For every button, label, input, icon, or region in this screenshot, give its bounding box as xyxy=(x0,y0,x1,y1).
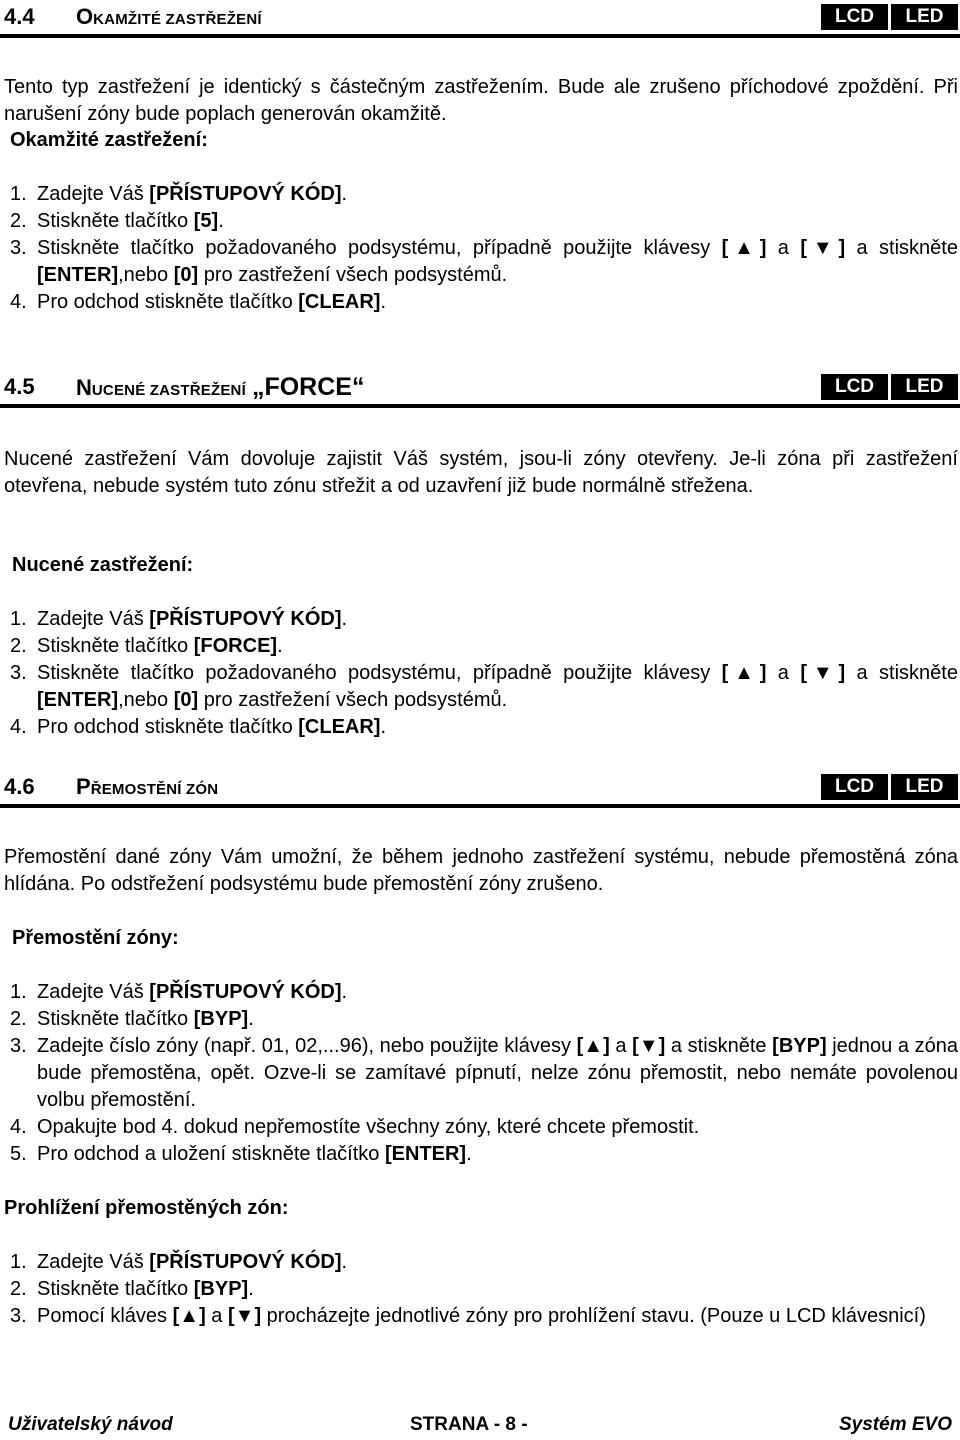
section-header-4-6 xyxy=(0,772,960,812)
step-item: 3. Pomocí kláves [▲] a [▼] procházejte jednotlivé zóny pro prohlížení stavu. (Pouze u LCD klávesnicí) xyxy=(10,1305,926,1327)
procedure-steps xyxy=(10,979,958,1168)
led-badge: LED xyxy=(891,774,958,800)
lcd-badge: LCD xyxy=(821,374,888,400)
step-item: 2. Stiskněte tlačítko [5]. xyxy=(10,210,224,232)
section-header-4-4 xyxy=(0,2,960,42)
footer-system-name: Systém EVO xyxy=(839,1414,952,1435)
step-item: 2. Stiskněte tlačítko [FORCE]. xyxy=(10,635,283,657)
led-badge: LED xyxy=(891,4,958,30)
section-number: 4.6 xyxy=(4,774,35,799)
lcd-badge: LCD xyxy=(821,774,888,800)
display-badges xyxy=(821,4,958,30)
procedure-heading: Okamžité zastřežení: xyxy=(10,129,208,151)
step-item: 1. Zadejte Váš [PŘÍSTUPOVÝ KÓD]. xyxy=(10,183,348,205)
display-badges xyxy=(821,374,958,400)
procedure-steps xyxy=(10,606,958,741)
step-item: 3. Stiskněte tlačítko požadovaného podsystému, případně použijte klávesy [▲] a [▼] a stiskněte [ENTER],nebo [0] pro zastřežení všech podsystémů. xyxy=(10,662,958,711)
step-item: 2. Stiskněte tlačítko [BYP]. xyxy=(10,1008,254,1030)
lcd-badge: LCD xyxy=(821,4,888,30)
section-number: 4.5 xyxy=(4,374,35,399)
display-badges xyxy=(821,774,958,800)
section-title: NUCENÉ ZASTŘEŽENÍ „FORCE“ xyxy=(76,373,365,401)
step-item: 5. Pro odchod a uložení stiskněte tlačítko [ENTER]. xyxy=(10,1143,472,1165)
page-footer xyxy=(0,1414,960,1440)
step-item: 1. Zadejte Váš [PŘÍSTUPOVÝ KÓD]. xyxy=(10,1251,348,1273)
section-title: OKAMŽITÉ ZASTŘEŽENÍ xyxy=(76,4,262,29)
procedure-steps xyxy=(10,1249,958,1330)
led-badge: LED xyxy=(891,374,958,400)
section-rule xyxy=(0,804,960,808)
section-number: 4.4 xyxy=(4,4,35,29)
section-intro: Nucené zastřežení Vám dovoluje zajistit Váš systém, jsou-li zóny otevřeny. Je-li zóna při zastřežení otevřena, nebude systém tuto zónu střežit a od uzavření již bude normálně střežena. xyxy=(4,448,958,497)
step-item: 4. Pro odchod stiskněte tlačítko [CLEAR]. xyxy=(10,291,387,313)
section-title: PŘEMOSTĚNÍ ZÓN xyxy=(76,774,219,799)
step-item: 3. Zadejte číslo zóny (např. 01, 02,...96), nebo použijte klávesy [▲] a [▼] a stiskněte [BYP] jednou a zóna bude přemostěna, opět. Ozve-li se zamítavé pípnutí, nelze zónu přemostit, nebo nemáte povolenou volbu přemostění. xyxy=(10,1035,958,1111)
step-item: 3. Stiskněte tlačítko požadovaného podsystému, případně použijte klávesy [▲] a [▼] a stiskněte [ENTER],nebo [0] pro zastřežení všech podsystémů. xyxy=(10,237,958,286)
step-item: 1. Zadejte Váš [PŘÍSTUPOVÝ KÓD]. xyxy=(10,608,348,630)
step-item: 1. Zadejte Váš [PŘÍSTUPOVÝ KÓD]. xyxy=(10,981,348,1003)
step-item: 4. Opakujte bod 4. dokud nepřemostíte všechny zóny, které chcete přemostit. xyxy=(10,1116,700,1138)
procedure-heading: Přemostění zóny: xyxy=(12,927,179,949)
procedure-heading: Nucené zastřežení: xyxy=(12,554,194,576)
section-intro: Tento typ zastřežení je identický s částečným zastřežením. Bude ale zrušeno příchodové zpoždění. Při narušení zóny bude poplach generován okamžitě. xyxy=(4,76,958,125)
section-intro: Přemostění dané zóny Vám umožní, že během jednoho zastřežení systému, nebude přemostěná zóna hlídána. Po odstřežení podsystému bude přemostění zóny zrušeno. xyxy=(4,846,958,895)
section-rule xyxy=(0,404,960,408)
section-rule xyxy=(0,34,960,38)
step-item: 2. Stiskněte tlačítko [BYP]. xyxy=(10,1278,254,1300)
step-item: 4. Pro odchod stiskněte tlačítko [CLEAR]. xyxy=(10,716,387,738)
footer-page-number: STRANA - 8 - xyxy=(410,1414,528,1435)
section-header-4-5 xyxy=(0,372,960,412)
procedure-heading: Prohlížení přemostěných zón: xyxy=(4,1197,289,1219)
footer-document-name: Uživatelský návod xyxy=(8,1414,173,1435)
procedure-steps xyxy=(10,181,958,316)
